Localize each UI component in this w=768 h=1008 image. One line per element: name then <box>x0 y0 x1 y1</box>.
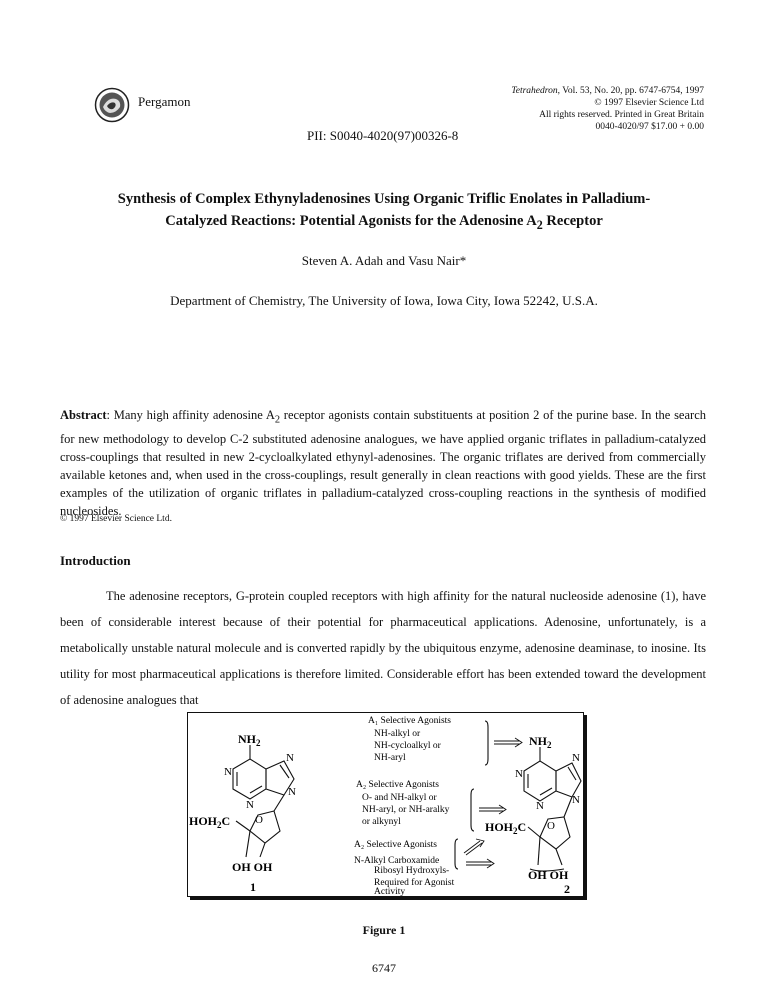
ribosyl-item: Required for Agonist <box>374 878 455 888</box>
introduction-text: The adenosine receptors, G-protein coupled receptors with high affinity for the natural nucleoside adenosine (1), have been of considerable interest because of their potential for pharmaceutical applications. Adenosine, unfortunately, is a metabolically unstable natural molecule and is converted rapidly by the ubiquitous enzyme, adenosine deaminase, to inosine. Its utility for most pharmaceutical applications is therefore limited. Considerable effort has been extended toward the development of adenosine analogues that <box>60 589 706 707</box>
mol1-n1: N <box>224 766 232 778</box>
a1-item: NH-alkyl or <box>374 729 421 739</box>
abstract-copyright: © 1997 Elsevier Science Ltd. <box>60 514 172 524</box>
mol2-ohoh: OH OH <box>528 868 569 882</box>
mol2-n7: N <box>572 752 580 764</box>
a2b-heading: A₂ Selective Agonists <box>354 840 437 850</box>
bracket-a2 <box>471 789 474 831</box>
mol2-ring-o: O <box>547 820 555 832</box>
a2b-item: N-Alkyl Carboxamide <box>354 856 440 866</box>
pii: PII: S0040-4020(97)00326-8 <box>307 128 459 143</box>
a2-item: or alkynyl <box>362 817 401 827</box>
bracket-a2b <box>455 839 458 869</box>
authors: Steven A. Adah and Vasu Nair* <box>301 253 467 268</box>
mol2-n1: N <box>515 768 523 780</box>
journal-name: Tetrahedron <box>511 86 558 96</box>
mol1-n7: N <box>286 752 294 764</box>
mol1-ohoh: OH OH <box>232 860 273 874</box>
ribosyl-item: Activity <box>374 887 406 896</box>
mol2-hoh2c: $HOH_2C$ <box>485 820 527 836</box>
pergamon-logo <box>94 87 130 123</box>
mol1-ring-o: O <box>255 814 263 826</box>
journal-details: , Vol. 53, No. 20, pp. 6747-6754, 1997 <box>557 86 704 96</box>
page-number: 6747 <box>372 961 396 975</box>
a2-item: NH-aryl, or NH-aralky <box>362 805 450 815</box>
a1-heading: A₁ Selective Agonists <box>368 716 451 726</box>
figure-caption: Figure 1 <box>362 923 406 937</box>
journal-citation <box>511 85 704 97</box>
mol1-n3: N <box>246 799 254 811</box>
mol1-hoh2c: $HOH_2C$ <box>189 814 231 830</box>
ribosyl-item: Ribosyl Hydroxyls- <box>374 866 450 876</box>
mol2-nh2-label: $NH_2$ <box>529 734 552 750</box>
a2-item: O- and NH-alkyl or <box>362 793 437 803</box>
figure-1-drawing <box>188 713 583 896</box>
mol1-n9: N <box>288 786 296 798</box>
title-line-1: Synthesis of Complex Ethynyladenosines Using Organic Triflic Enolates in Palladium- <box>117 191 651 207</box>
mol1-pyrimidine-ring <box>233 759 266 799</box>
compound-1-label: 1 <box>250 880 256 894</box>
mol2-n3: N <box>536 800 544 812</box>
mol1-nh2-label: $NH_2$ <box>238 732 261 748</box>
a1-item: NH-cycloalkyl or <box>374 741 441 751</box>
journal-copyright: © 1997 Elsevier Science Ltd <box>594 98 704 108</box>
introduction-heading: Introduction <box>60 553 131 568</box>
mol2-ribose-ring <box>540 817 570 849</box>
journal-price: 0040-4020/97 $17.00 + 0.00 <box>595 122 704 132</box>
publisher-name: Pergamon <box>138 94 191 109</box>
paper-title <box>60 188 708 236</box>
abstract-heading: Abstract <box>60 408 107 422</box>
abstract: Abstract: Many high affinity adenosine $A_2$ receptor agonists contain substituents at position 2 of the purine base. In the search for new methodology to develop C-2 substituted adenosine analogues, we have applied organic triflates in palladium-catalyzed cross-couplings that resulted in new 2-cycloalkylated ethynyl-adenosines. The organic triflates are derived from commercially available ketones and, when used in the cross-couplings, result generally in clean reactions with good yields. These are the first examples of the utilization of organic triflates in palladium-catalyzed cross-coupling reactions in the synthesis of modified nucleosides. <box>60 408 706 518</box>
journal-rights: All rights reserved. Printed in Great Britain <box>539 110 704 120</box>
a2-heading: A₂ Selective Agonists <box>356 780 439 790</box>
figure-1 <box>187 712 584 897</box>
compound-2-label: 2 <box>564 882 570 896</box>
a1-item: NH-aryl <box>374 753 406 763</box>
bracket-a1 <box>485 721 488 765</box>
affiliation: Department of Chemistry, The University of Iowa, Iowa City, Iowa 52242, U.S.A. <box>170 293 598 308</box>
mol2-n9: N <box>572 794 580 806</box>
title-subscript: 2 <box>536 217 543 232</box>
journal-info <box>511 85 704 133</box>
title-line-2: Catalyzed Reactions: Potential Agonists for the Adenosine $A_2$ Receptor <box>165 213 603 232</box>
